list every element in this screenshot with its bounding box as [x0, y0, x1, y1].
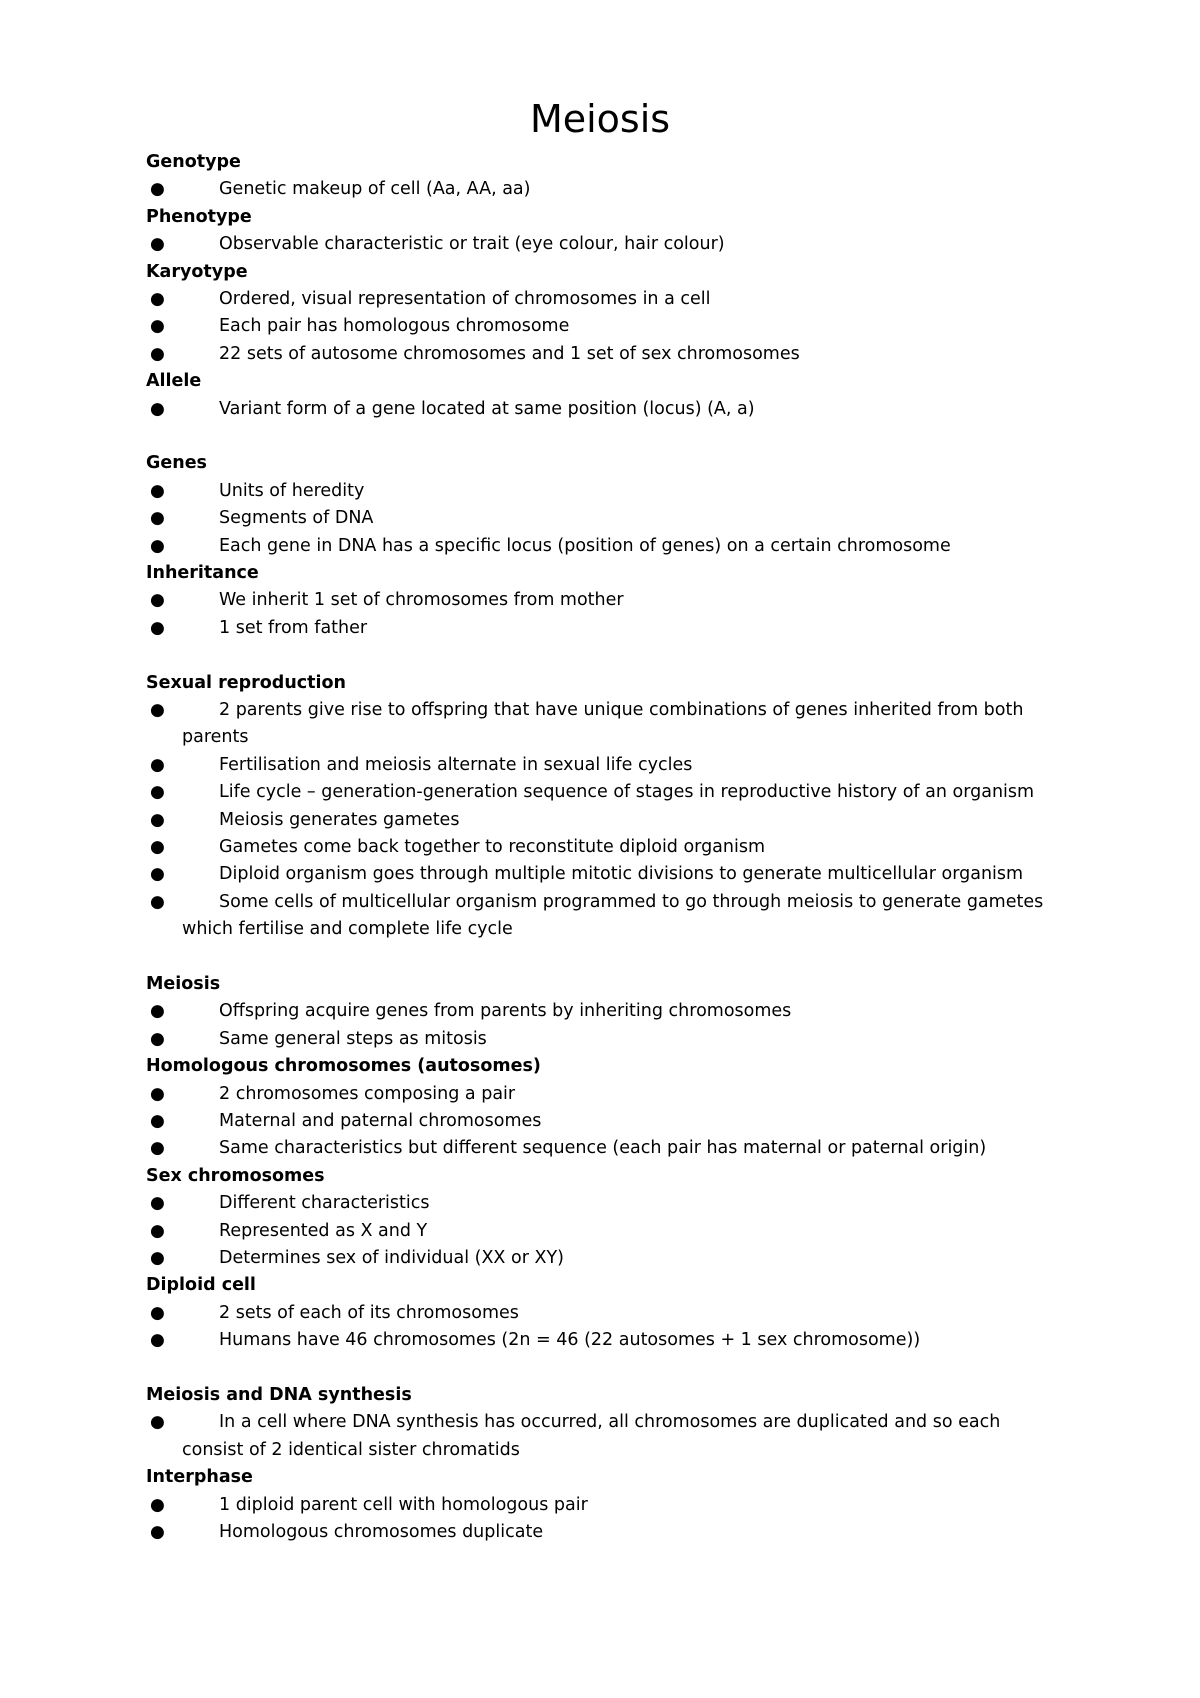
bullet-icon: ● — [150, 288, 165, 309]
bullet-list — [146, 1081, 1086, 1163]
list-item — [146, 313, 1086, 340]
list-item-text: Observable characteristic or trait (eye colour, hair colour) — [219, 234, 725, 255]
list-item — [146, 697, 1086, 752]
list-item-text: 22 sets of autosome chromosomes and 1 set of sex chromosomes — [219, 343, 800, 364]
list-item-text: Units of heredity — [219, 480, 365, 501]
list-item-text: We inherit 1 set of chromosomes from mother — [219, 590, 624, 611]
list-item-text: Ordered, visual representation of chromosomes in a cell — [219, 288, 711, 309]
bullet-icon: ● — [150, 754, 165, 775]
list-item — [146, 834, 1086, 861]
list-item-text-continued: which fertilise and complete life cycle — [182, 919, 513, 940]
section-heading: Homologous chromosomes (autosomes) — [146, 1056, 541, 1077]
list-item — [146, 779, 1086, 806]
list-item-text: Life cycle – generation-generation sequence of stages in reproductive history of an organism — [219, 782, 1035, 803]
section-heading: Meiosis — [146, 974, 221, 995]
list-item — [146, 1409, 1086, 1464]
list-item — [146, 1218, 1086, 1245]
list-item-text: 1 set from father — [219, 617, 368, 638]
bullet-icon: ● — [150, 1193, 165, 1214]
bullet-list — [146, 998, 1086, 1053]
list-item — [146, 889, 1086, 944]
bullet-icon: ● — [150, 1494, 165, 1515]
section-meiosis-and-dna-synthesis — [146, 1382, 1086, 1464]
list-item — [146, 286, 1086, 313]
bullet-icon: ● — [150, 480, 165, 501]
bullet-icon: ● — [150, 782, 165, 803]
bullet-list — [146, 176, 1086, 203]
list-item — [146, 533, 1086, 560]
list-item-text: 1 diploid parent cell with homologous pair — [219, 1494, 588, 1515]
section-heading: Meiosis and DNA synthesis — [146, 1385, 412, 1406]
section-karyotype — [146, 259, 1086, 369]
bullet-list — [146, 1300, 1086, 1355]
bullet-icon: ● — [150, 617, 165, 638]
bullet-list — [146, 396, 1086, 423]
document-body — [146, 149, 1086, 1546]
list-item-text: 2 parents give rise to offspring that have unique combinations of genes inherited from both — [219, 699, 1024, 720]
list-item-text: 2 chromosomes composing a pair — [219, 1083, 516, 1104]
section-heading: Sexual reproduction — [146, 672, 347, 693]
bullet-icon: ● — [150, 1001, 165, 1022]
list-item — [146, 1519, 1086, 1546]
bullet-list — [146, 286, 1086, 368]
bullet-icon: ● — [150, 1138, 165, 1159]
section-heading: Sex chromosomes — [146, 1165, 325, 1186]
list-item-text: Fertilisation and meiosis alternate in sexual life cycles — [219, 754, 693, 775]
section-sex-chromosomes — [146, 1163, 1086, 1273]
list-item — [146, 505, 1086, 532]
bullet-list — [146, 1492, 1086, 1547]
list-item — [146, 1300, 1086, 1327]
list-item — [146, 341, 1086, 368]
bullet-icon: ● — [150, 1111, 165, 1132]
bullet-icon: ● — [150, 1083, 165, 1104]
section-diploid-cell — [146, 1272, 1086, 1354]
section-heading: Genes — [146, 453, 207, 474]
section-interphase — [146, 1464, 1086, 1546]
bullet-icon: ● — [150, 1412, 165, 1433]
bullet-list — [146, 1190, 1086, 1272]
list-item-text: Meiosis generates gametes — [219, 809, 460, 830]
bullet-icon: ● — [150, 1522, 165, 1543]
section-heading: Inheritance — [146, 563, 259, 583]
section-heading: Diploid cell — [146, 1275, 256, 1296]
bullet-list — [146, 587, 1086, 642]
bullet-icon: ● — [150, 1220, 165, 1241]
list-item — [146, 807, 1086, 834]
bullet-icon: ● — [150, 1248, 165, 1269]
list-item — [146, 615, 1086, 642]
list-item-text: Genetic makeup of cell (Aa, AA, aa) — [219, 179, 531, 200]
list-item — [146, 231, 1086, 258]
section-heading: Allele — [146, 371, 202, 392]
list-item — [146, 587, 1086, 614]
list-item — [146, 1245, 1086, 1272]
list-item-text: Represented as X and Y — [219, 1220, 428, 1241]
section-heading: Phenotype — [146, 206, 252, 227]
list-item-text: Each gene in DNA has a specific locus (position of genes) on a certain chromosome — [219, 535, 951, 556]
bullet-icon: ● — [150, 864, 165, 885]
section-homologous-chromosomes-autosomes — [146, 1053, 1086, 1163]
list-item — [146, 1190, 1086, 1217]
list-item — [146, 1135, 1086, 1162]
list-item-text: Determines sex of individual (XX or XY) — [219, 1248, 564, 1269]
bullet-icon: ● — [150, 508, 165, 529]
bullet-icon: ● — [150, 398, 165, 419]
section-sexual-reproduction — [146, 670, 1086, 944]
section-meiosis — [146, 971, 1086, 1053]
section-genes — [146, 450, 1086, 560]
list-item-text: Diploid organism goes through multiple mitotic divisions to generate multicellular organism — [219, 864, 1024, 885]
list-item-text: Maternal and paternal chromosomes — [219, 1111, 542, 1132]
list-item-text: Offspring acquire genes from parents by inheriting chromosomes — [219, 1001, 792, 1022]
section-inheritance — [146, 560, 1086, 642]
list-item-text: Same characteristics but different sequence (each pair has maternal or paternal origin) — [219, 1138, 987, 1159]
bullet-icon: ● — [150, 891, 165, 912]
list-item — [146, 998, 1086, 1025]
list-item — [146, 1327, 1086, 1354]
bullet-icon: ● — [150, 590, 165, 611]
bullet-icon: ● — [150, 234, 165, 255]
section-heading: Karyotype — [146, 261, 248, 282]
bullet-icon: ● — [150, 809, 165, 830]
list-item — [146, 1026, 1086, 1053]
list-item — [146, 861, 1086, 888]
list-item-text: Gametes come back together to reconstitute diploid organism — [219, 837, 766, 858]
bullet-list — [146, 231, 1086, 258]
section-heading: Interphase — [146, 1467, 253, 1488]
bullet-icon: ● — [150, 535, 165, 556]
list-item-text: Humans have 46 chromosomes (2n = 46 (22 autosomes + 1 sex chromosome)) — [219, 1330, 921, 1351]
list-item — [146, 1081, 1086, 1108]
list-item — [146, 752, 1086, 779]
bullet-icon: ● — [150, 179, 165, 200]
bullet-icon: ● — [150, 316, 165, 337]
list-item-text-continued: consist of 2 identical sister chromatids — [182, 1439, 520, 1460]
section-heading: Genotype — [146, 152, 241, 172]
list-item — [146, 1492, 1086, 1519]
list-item-text: Variant form of a gene located at same position (locus) (A, a) — [219, 398, 755, 419]
section-phenotype — [146, 204, 1086, 259]
bullet-icon: ● — [150, 1302, 165, 1323]
list-item — [146, 478, 1086, 505]
list-item-text: Different characteristics — [219, 1193, 430, 1214]
bullet-icon: ● — [150, 343, 165, 364]
bullet-icon: ● — [150, 837, 165, 858]
list-item-text: Segments of DNA — [219, 508, 374, 529]
list-item-text-continued: parents — [182, 727, 249, 748]
bullet-icon: ● — [150, 699, 165, 720]
section-allele — [146, 368, 1086, 423]
list-item — [146, 1108, 1086, 1135]
list-item — [146, 396, 1086, 423]
list-item-text: 2 sets of each of its chromosomes — [219, 1302, 519, 1323]
bullet-icon: ● — [150, 1330, 165, 1351]
page-title: Meiosis — [529, 97, 671, 142]
list-item-text: Homologous chromosomes duplicate — [219, 1522, 544, 1543]
list-item-text: Some cells of multicellular organism programmed to go through meiosis to generate gametes — [219, 891, 1044, 912]
list-item-text: Each pair has homologous chromosome — [219, 316, 570, 337]
list-item — [146, 176, 1086, 203]
bullet-list — [146, 478, 1086, 560]
list-item-text: Same general steps as mitosis — [219, 1028, 487, 1049]
section-genotype — [146, 149, 1086, 204]
bullet-list — [146, 697, 1086, 944]
bullet-list — [146, 1409, 1086, 1464]
list-item-text: In a cell where DNA synthesis has occurred, all chromosomes are duplicated and so each — [219, 1412, 1001, 1433]
bullet-icon: ● — [150, 1028, 165, 1049]
